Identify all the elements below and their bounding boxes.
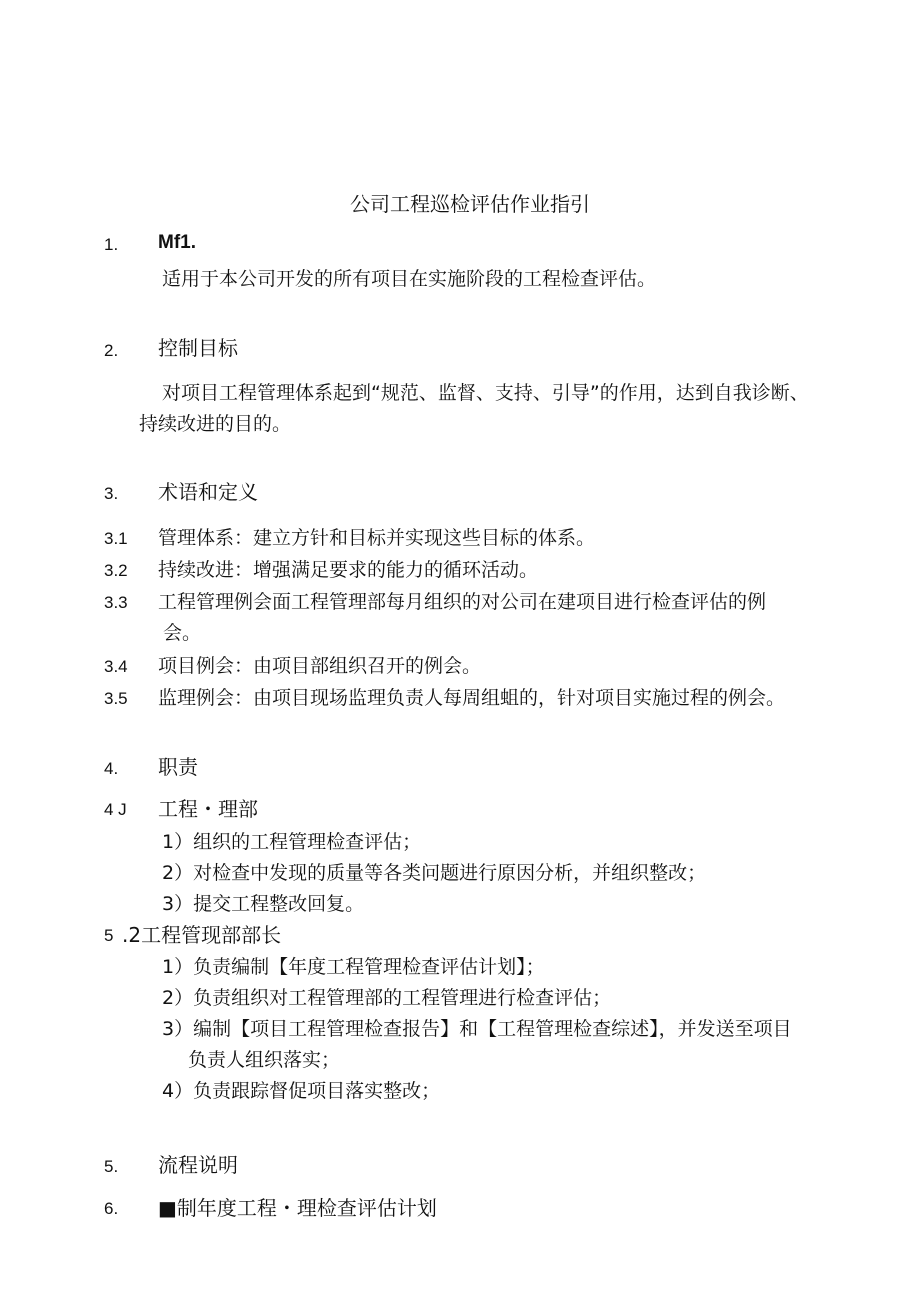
section-6-number: 6.: [104, 1199, 119, 1218]
subsection-4-1-item-3: 3）提交工程整改回复。: [162, 893, 365, 915]
subsection-4-2-item-1: 1）负责编制【年度工程管理检查评估计划】；: [162, 956, 545, 978]
section-2-number: 2.: [104, 341, 119, 360]
item-3-1-number: 3.1: [104, 529, 128, 548]
section-4-heading: 职责: [158, 755, 198, 779]
section-3-heading: 术语和定义: [158, 480, 258, 504]
subsection-4-2-heading: .2工程管现部部长: [122, 923, 282, 947]
section-6-heading: ■制年度工程・理检查评估计划: [158, 1196, 437, 1220]
subsection-4-2-item-2: 2）负责组织对工程管理部的工程管理进行检查评估；: [162, 987, 612, 1009]
subsection-4-2-item-3: 3）编制【项目工程管理检查报告】和【工程管理检查综述】，并发送至项目: [162, 1018, 792, 1040]
section-5-heading: 流程说明: [158, 1153, 238, 1177]
section-1-heading: Mf1.: [158, 232, 196, 253]
item-3-1-text: 管理体系：建立方针和目标并实现这些目标的体系。: [158, 527, 596, 549]
section-1-body: 适用于本公司开发的所有项目在实施阶段的工程检查评估。: [162, 268, 657, 290]
subsection-4-2-item-3-continuation: 负责人组织落实；: [188, 1049, 341, 1071]
section-1-number: 1.: [104, 235, 119, 254]
section-2-body-line1: 对项目工程管理体系起到“规范、监督、支持、引导”的作用，达到自我诊断、: [162, 382, 809, 404]
subsection-4-1-item-2: 2）对检查中发现的质量等各类问题进行原因分析，并组织整改；: [162, 862, 707, 884]
section-4-number: 4.: [104, 759, 119, 778]
subsection-4-1-item-1: 1）组织的工程管理检查评估；: [162, 831, 422, 853]
item-3-2-text: 持续改进：增强满足要求的能力的循环活动。: [158, 559, 539, 581]
item-3-5-text: 监理例会：由项目现场监理负责人每周组蛆的，针对项目实施过程的例会。: [158, 687, 786, 709]
item-3-3-number: 3.3: [104, 593, 128, 612]
item-3-2-number: 3.2: [104, 561, 128, 580]
item-3-4-number: 3.4: [104, 657, 128, 676]
item-3-4-text: 项目例会：由项目部组织召开的例会。: [158, 655, 482, 677]
subsection-4-1-number: 4 J: [104, 800, 127, 819]
item-3-3-continuation: 会。: [163, 622, 202, 644]
subsection-4-2-number: 5: [104, 926, 114, 945]
section-3-number: 3.: [104, 484, 119, 503]
item-3-5-number: 3.5: [104, 689, 128, 708]
item-3-3-text: 工程管理例会面工程管理部每月组织的对公司在建项目进行检查评估的例: [158, 591, 767, 613]
section-2-body-line2: 持续改进的目的。: [139, 413, 292, 435]
subsection-4-2-item-4: 4）负责跟踪督促项目落实整改；: [162, 1080, 441, 1102]
section-5-number: 5.: [104, 1157, 119, 1176]
section-2-heading: 控制目标: [158, 336, 238, 360]
subsection-4-1-heading: 工程・理部: [158, 797, 258, 821]
document-title: 公司工程巡检评估作业指引: [350, 192, 590, 216]
